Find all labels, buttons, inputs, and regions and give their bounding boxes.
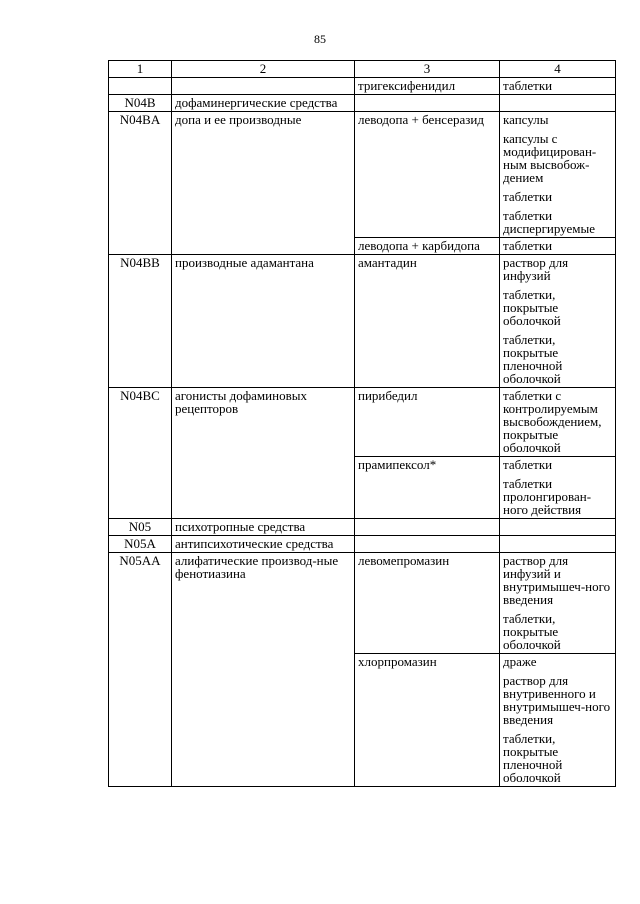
dosage-form-cell xyxy=(500,78,616,95)
table-header-row xyxy=(109,61,616,78)
drug-name-cell xyxy=(355,536,500,553)
group-cell: дофаминергические средства xyxy=(172,95,355,112)
dosage-form-cell xyxy=(500,654,616,787)
dosage-form: драже xyxy=(503,654,537,669)
table-row xyxy=(109,519,616,536)
dosage-form-cell xyxy=(500,255,616,388)
group-cell: алифатические производ-ные фенотиазина xyxy=(172,553,355,787)
drug-name-cell: пирибедил xyxy=(355,388,500,457)
column-header: 2 xyxy=(172,61,355,78)
atc-code-cell xyxy=(109,78,172,95)
dosage-form-cell xyxy=(500,95,616,112)
atc-code-cell: N04BA xyxy=(109,112,172,255)
dosage-form-cell xyxy=(500,536,616,553)
group-cell: агонисты дофаминовых рецепторов xyxy=(172,388,355,519)
dosage-form: раствор для внутривенного и внутримышеч-ного введения xyxy=(503,673,611,727)
dosage-form: таблетки с контролируемым высвобождением, покрытые оболочкой xyxy=(503,388,602,455)
dosage-form: таблетки, покрытые пленочной оболочкой xyxy=(503,332,563,386)
drug-name-cell: тригексифенидил xyxy=(355,78,500,95)
dosage-form: таблетки xyxy=(503,457,553,472)
atc-code-cell: N04BC xyxy=(109,388,172,519)
dosage-form-cell xyxy=(500,238,616,255)
dosage-form-cell xyxy=(500,388,616,457)
drug-table xyxy=(108,60,616,787)
column-header: 4 xyxy=(500,61,616,78)
dosage-form-cell xyxy=(500,457,616,519)
drug-name-cell: прамипексол* xyxy=(355,457,500,519)
drug-name-cell: леводопа + карбидопа xyxy=(355,238,500,255)
dosage-form: таблетки xyxy=(503,78,553,93)
atc-code-cell: N05A xyxy=(109,536,172,553)
drug-name-cell: хлорпромазин xyxy=(355,654,500,787)
atc-code-cell: N04B xyxy=(109,95,172,112)
drug-name-cell xyxy=(355,95,500,112)
table-row xyxy=(109,78,616,95)
atc-code-cell: N05 xyxy=(109,519,172,536)
table-row xyxy=(109,553,616,654)
dosage-form: таблетки xyxy=(503,189,553,204)
column-header: 1 xyxy=(109,61,172,78)
table-row xyxy=(109,536,616,553)
group-cell: производные адамантана xyxy=(172,255,355,388)
dosage-form: таблетки xyxy=(503,238,553,253)
dosage-form-cell xyxy=(500,553,616,654)
dosage-form: таблетки, покрытые пленочной оболочкой xyxy=(503,731,563,785)
dosage-form: таблетки пролонгирован-ного действия xyxy=(503,476,592,517)
table-row xyxy=(109,388,616,457)
dosage-form: капсулы xyxy=(503,112,549,127)
dosage-form: раствор для инфузий и внутримышеч-ного введения xyxy=(503,553,611,607)
drug-name-cell: леводопа + бенсеразид xyxy=(355,112,500,238)
dosage-form: таблетки, покрытые оболочкой xyxy=(503,287,561,328)
table-row xyxy=(109,255,616,388)
column-header: 3 xyxy=(355,61,500,78)
group-cell xyxy=(172,78,355,95)
dosage-form-cell xyxy=(500,112,616,238)
group-cell: допа и ее производные xyxy=(172,112,355,255)
drug-name-cell xyxy=(355,519,500,536)
dosage-form: капсулы с модифицирован-ным высвобож-дением xyxy=(503,131,597,185)
dosage-form: таблетки, покрытые оболочкой xyxy=(503,611,561,652)
dosage-form-cell xyxy=(500,519,616,536)
page-number: 85 xyxy=(314,32,326,46)
atc-code-cell: N05AA xyxy=(109,553,172,787)
table-row xyxy=(109,112,616,238)
dosage-form: раствор для инфузий xyxy=(503,255,569,283)
atc-code-cell: N04BB xyxy=(109,255,172,388)
group-cell: психотропные средства xyxy=(172,519,355,536)
table-row xyxy=(109,95,616,112)
dosage-form: таблетки диспергируемые xyxy=(503,208,596,236)
group-cell: антипсихотические средства xyxy=(172,536,355,553)
drug-name-cell: левомепромазин xyxy=(355,553,500,654)
drug-name-cell: амантадин xyxy=(355,255,500,388)
